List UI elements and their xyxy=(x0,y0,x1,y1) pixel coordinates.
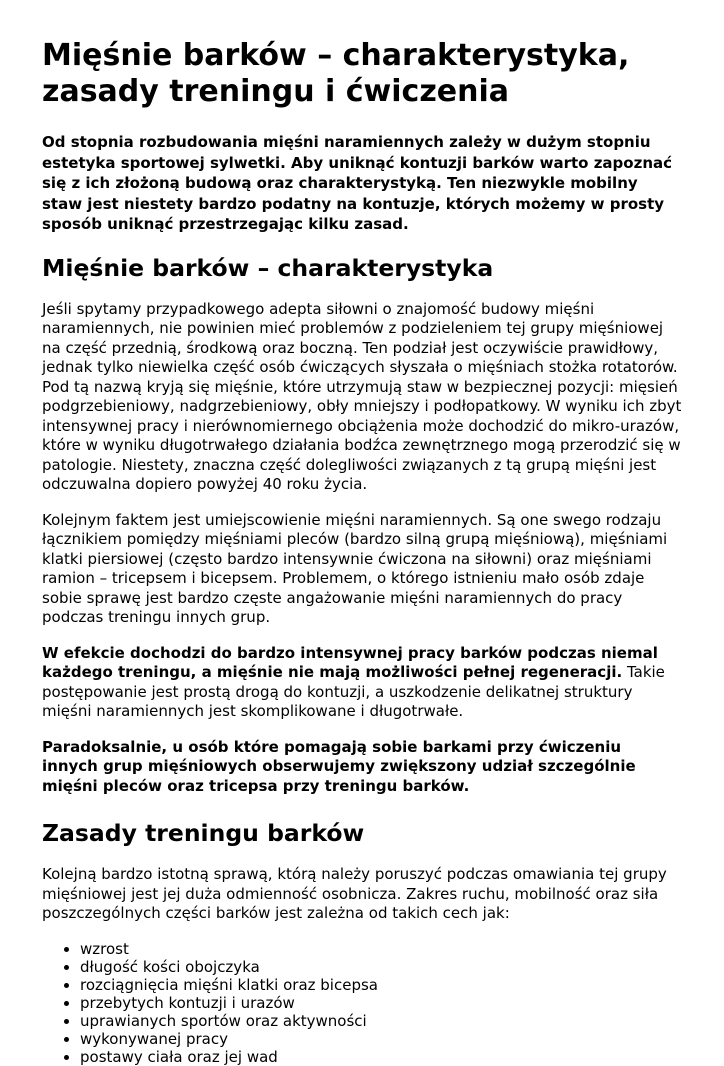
lead-paragraph: Od stopnia rozbudowania mięśni naramiennych zależy w dużym stopniu estetyka sportowej sylwetki. Aby uniknąć kontuzji barków warto zapoznać się z ich złożoną budową oraz charakterystyką. Ten niezwykle mobilny staw jest niestety bardzo podatny na kontuzje, których możemy w prosty sposób uniknąć przestrzegając kilku zasad. xyxy=(42,133,673,233)
paragraph-text: Takie postępowanie jest prostą drogą do kontuzji, a uszkodzenie delikatnej struktury mięśni naramiennych jest skomplikowane i długotrwałe. xyxy=(42,663,665,720)
paragraph: Kolejnym faktem jest umiejscowienie mięśni naramiennych. Są one swego rodzaju łącznikiem pomiędzy mięśniami pleców (bardzo silną grupą mięśniową), mięśniami klatki piersiowej (często bardzo intensywnie ćwiczona na siłowni) oraz mięśniami ramion – tricepsem i bicepsem. Problemem, o którego istnieniu mało osób zdaje sobie sprawę jest bardzo częste angażowanie mięśni naramiennych do pracy podczas treningu innych grup. xyxy=(42,510,668,626)
section-heading-training-rules: Zasady treningu barków xyxy=(42,819,365,847)
paragraph: Kolejną bardzo istotną sprawą, którą należy poruszyć podczas omawiania tej grupy mięśniowej jest jej duża odmienność osobnicza. Zakres ruchu, mobilność oraz siła poszczególnych części barków jest zależna od takich cech jak: xyxy=(42,865,667,922)
list-item: • postawy ciała oraz jej wad xyxy=(80,1048,682,1066)
list-item: • rozciągnięcia mięśni klatki oraz bicepsa xyxy=(80,976,682,994)
paragraph: Jeśli spytamy przypadkowego adepta siłowni o znajomość budowy mięśni naramiennych, nie powinien mieć problemów z podzieleniem tej grupy mięśniowej na część przednią, środkową oraz boczną. Ten podział jest oczywiście prawidłowy, jednak tylko niewielka część osób ćwiczących słyszała o mięśniach stożka rotatorów. Pod tą nazwą kryją się mięśnie, które utrzymują staw w bezpiecznej pozycji: mięsień podgrzebieniowy, nadgrzebieniowy, obły mniejszy i podłopatkowy. W wyniku ich zbyt intensywnej pracy i nierównomiernego obciążenia może dochodzić do mikro-urazów, które w wyniku długotrwałego działania bodźca zewnętrznego mogą przerodzić się w patologie. Niestety, znaczna część dolegliwości związanych z tą grupą mięśni jest odczuwalna dopiero powyżej 40 roku życia. xyxy=(42,299,682,493)
section-heading-characteristics: Mięśnie barków – charakterystyka xyxy=(42,253,494,282)
paragraph xyxy=(42,644,682,722)
list-item: • wykonywanej pracy xyxy=(80,1030,682,1048)
list-item: • uprawianych sportów oraz aktywności xyxy=(80,1012,682,1030)
list-item: • wzrost xyxy=(80,940,682,958)
bold-text: Paradoksalnie, u osób które pomagają sobie barkami przy ćwiczeniu innych grup mięśniowych obserwujemy zwiększony udział szczególnie mięśni pleców oraz tricepsa przy treningu barków. xyxy=(42,737,636,795)
bold-text: W efekcie dochodzi do bardzo intensywnej pracy barków podczas niemal każdego treningu, a mięśnie nie mają możliwości pełnej regeneracji. xyxy=(42,643,658,681)
list-item: • przebytych kontuzji i urazów xyxy=(80,994,682,1012)
paragraph xyxy=(42,738,682,797)
list-item: • długość kości obojczyka xyxy=(80,958,682,976)
factors-list xyxy=(42,940,682,1066)
page-title: Mięśnie barków – charakterystyka, zasady treningu i ćwiczenia xyxy=(42,38,630,109)
